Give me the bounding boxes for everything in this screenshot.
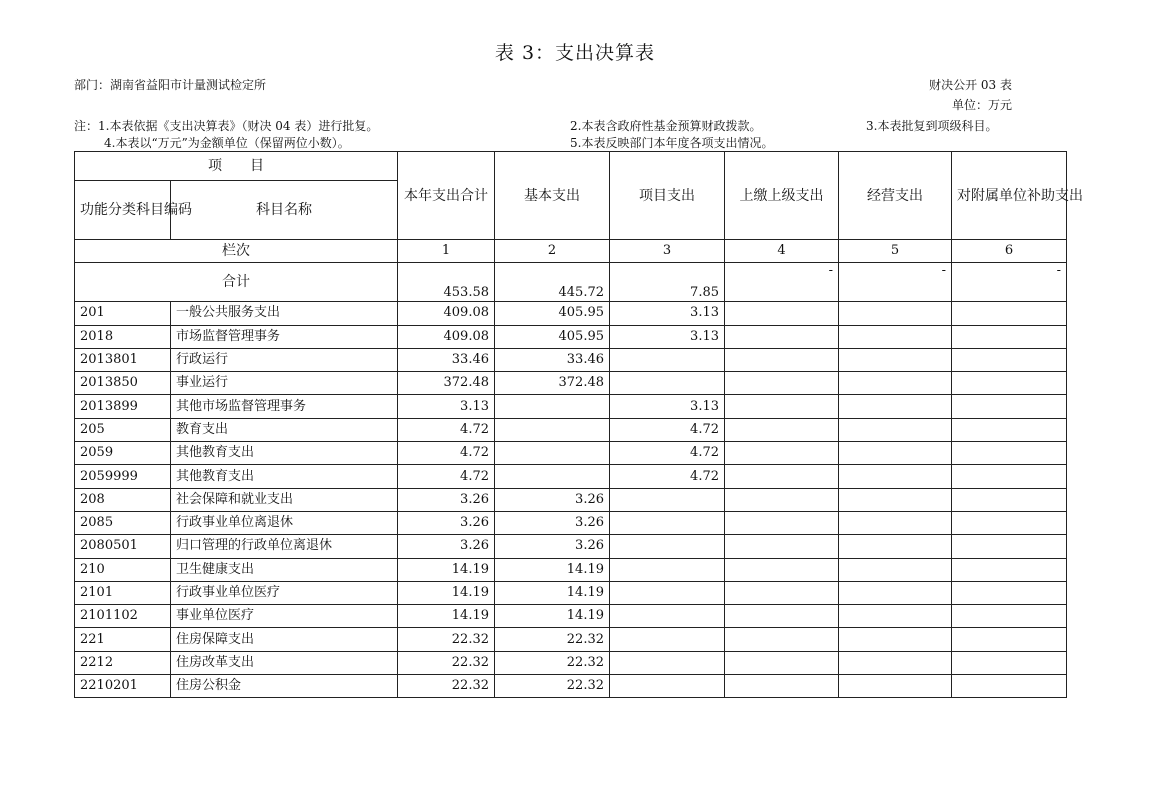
name-cell: 住房公积金 [171, 675, 398, 698]
table-row [75, 442, 1067, 465]
upper-cell [725, 395, 839, 418]
name-cell: 卫生健康支出 [171, 558, 398, 581]
basic-cell: 22.32 [495, 675, 610, 698]
total-label: 合计 [75, 263, 398, 302]
total-cell: 372.48 [398, 372, 495, 395]
total-cell: 3.26 [398, 535, 495, 558]
project-cell [610, 488, 725, 511]
table-row [75, 465, 1067, 488]
table-row [75, 628, 1067, 651]
project-cell: 4.72 [610, 465, 725, 488]
project-cell [610, 535, 725, 558]
page-title: 表 3：支出决算表 [494, 42, 656, 64]
table-row [75, 581, 1067, 604]
note-1: 注：1.本表依据《支出决算表》（财决 04 表）进行批复。 [74, 119, 379, 133]
project-header: 项目支出 [610, 152, 725, 240]
expenditure-table [74, 151, 1083, 698]
table-row [75, 348, 1067, 371]
code-cell: 2013850 [75, 372, 171, 395]
upper-cell [725, 488, 839, 511]
upper-cell [725, 442, 839, 465]
subsidy-cell [952, 675, 1067, 698]
code-cell: 201 [75, 302, 171, 325]
subsidy-cell [952, 605, 1067, 628]
basic-cell [495, 442, 610, 465]
basic-cell: 372.48 [495, 372, 610, 395]
project-cell [610, 581, 725, 604]
basic-cell [495, 418, 610, 441]
name-cell: 住房保障支出 [171, 628, 398, 651]
basic-cell: 14.19 [495, 605, 610, 628]
business-cell [839, 558, 952, 581]
project-cell [610, 511, 725, 534]
total-row [75, 263, 1067, 302]
project-cell: 4.72 [610, 418, 725, 441]
business-cell [839, 605, 952, 628]
table-row [75, 535, 1067, 558]
name-cell: 社会保障和就业支出 [171, 488, 398, 511]
subsidy-cell [952, 348, 1067, 371]
note-5: 5.本表反映部门本年度各项支出情况。 [570, 136, 774, 150]
basic-cell: 14.19 [495, 558, 610, 581]
code-cell: 208 [75, 488, 171, 511]
basic-cell: 405.95 [495, 325, 610, 348]
code-cell: 2059 [75, 442, 171, 465]
name-cell: 市场监督管理事务 [171, 325, 398, 348]
subsidy-cell [952, 511, 1067, 534]
code-cell: 2013899 [75, 395, 171, 418]
business-cell [839, 372, 952, 395]
name-cell: 其他教育支出 [171, 442, 398, 465]
code-cell: 2059999 [75, 465, 171, 488]
business-cell [839, 628, 952, 651]
total-cell: 14.19 [398, 558, 495, 581]
note-4: 4.本表以“万元”为金额单位（保留两位小数）。 [104, 136, 350, 150]
unit-label: 单位：万元 [951, 98, 1012, 112]
name-cell: 事业单位医疗 [171, 605, 398, 628]
project-cell [610, 348, 725, 371]
business-header: 经营支出 [839, 152, 952, 240]
column-index: 2 [495, 240, 610, 263]
subsidy-cell [952, 558, 1067, 581]
subsidy-cell [952, 488, 1067, 511]
table-row [75, 395, 1067, 418]
code-cell: 2018 [75, 325, 171, 348]
project-cell [610, 605, 725, 628]
total-business: - [839, 263, 952, 302]
table-row [75, 418, 1067, 441]
subsidy-cell [952, 442, 1067, 465]
project-cell: 3.13 [610, 325, 725, 348]
project-cell [610, 628, 725, 651]
name-cell: 行政事业单位医疗 [171, 581, 398, 604]
total-cell: 4.72 [398, 442, 495, 465]
code-header: 功能分类科目编码 [75, 181, 171, 240]
business-cell [839, 581, 952, 604]
basic-cell: 405.95 [495, 302, 610, 325]
basic-cell [495, 395, 610, 418]
upper-cell [725, 325, 839, 348]
total-project: 7.85 [610, 263, 725, 302]
total-cell: 4.72 [398, 465, 495, 488]
subsidy-cell [952, 325, 1067, 348]
subsidy-header: 对附属单位补助支出 [952, 152, 1067, 240]
name-cell: 事业运行 [171, 372, 398, 395]
total-cell: 3.13 [398, 395, 495, 418]
upper-cell [725, 302, 839, 325]
project-cell [610, 372, 725, 395]
business-cell [839, 348, 952, 371]
table-row [75, 675, 1067, 698]
table-row [75, 558, 1067, 581]
total-basic: 445.72 [495, 263, 610, 302]
table-row [75, 651, 1067, 674]
code-cell: 2085 [75, 511, 171, 534]
subsidy-cell [952, 372, 1067, 395]
total-cell: 22.32 [398, 651, 495, 674]
name-cell: 行政事业单位离退休 [171, 511, 398, 534]
column-index: 5 [839, 240, 952, 263]
total-cell: 4.72 [398, 418, 495, 441]
basic-header: 基本支出 [495, 152, 610, 240]
upper-cell [725, 465, 839, 488]
upper-cell [725, 372, 839, 395]
basic-cell: 22.32 [495, 651, 610, 674]
note-3: 3.本表批复到项级科目。 [866, 119, 998, 133]
item-header: 项 目 [75, 152, 398, 181]
total-total: 453.58 [398, 263, 495, 302]
business-cell [839, 418, 952, 441]
code-cell: 2080501 [75, 535, 171, 558]
code-cell: 2101 [75, 581, 171, 604]
total-cell: 14.19 [398, 605, 495, 628]
upper-cell [725, 418, 839, 441]
code-cell: 210 [75, 558, 171, 581]
code-cell: 221 [75, 628, 171, 651]
total-cell: 22.32 [398, 675, 495, 698]
subsidy-cell [952, 651, 1067, 674]
project-cell: 3.13 [610, 302, 725, 325]
code-cell: 2212 [75, 651, 171, 674]
column-index: 1 [398, 240, 495, 263]
upper-cell [725, 651, 839, 674]
total-subsidy: - [952, 263, 1067, 302]
basic-cell: 3.26 [495, 511, 610, 534]
header-row-1 [75, 152, 1067, 181]
code-cell: 2210201 [75, 675, 171, 698]
project-cell [610, 651, 725, 674]
business-cell [839, 302, 952, 325]
upper-cell [725, 348, 839, 371]
table-row [75, 511, 1067, 534]
business-cell [839, 651, 952, 674]
business-cell [839, 465, 952, 488]
subsidy-cell [952, 581, 1067, 604]
basic-cell: 3.26 [495, 488, 610, 511]
column-index: 4 [725, 240, 839, 263]
total-cell: 33.46 [398, 348, 495, 371]
subsidy-cell [952, 535, 1067, 558]
subsidy-cell [952, 395, 1067, 418]
project-cell: 4.72 [610, 442, 725, 465]
total-cell: 3.26 [398, 488, 495, 511]
upper-cell [725, 558, 839, 581]
basic-cell: 22.32 [495, 628, 610, 651]
total-header: 本年支出合计 [398, 152, 495, 240]
project-cell [610, 675, 725, 698]
upper-cell [725, 605, 839, 628]
name-cell: 行政运行 [171, 348, 398, 371]
subsidy-cell [952, 628, 1067, 651]
upper-cell [725, 535, 839, 558]
name-cell: 归口管理的行政单位离退休 [171, 535, 398, 558]
name-cell: 其他教育支出 [171, 465, 398, 488]
basic-cell: 33.46 [495, 348, 610, 371]
form-number: 财决公开 03 表 [929, 78, 1012, 92]
basic-cell: 3.26 [495, 535, 610, 558]
upper-cell [725, 628, 839, 651]
column-index: 3 [610, 240, 725, 263]
department-label: 部门：湖南省益阳市计量测试检定所 [74, 78, 267, 92]
column-index: 6 [952, 240, 1067, 263]
name-cell: 住房改革支出 [171, 651, 398, 674]
total-cell: 22.32 [398, 628, 495, 651]
total-upper: - [725, 263, 839, 302]
upper-cell [725, 581, 839, 604]
code-cell: 205 [75, 418, 171, 441]
name-cell: 其他市场监督管理事务 [171, 395, 398, 418]
project-cell: 3.13 [610, 395, 725, 418]
business-cell [839, 511, 952, 534]
total-cell: 409.08 [398, 302, 495, 325]
subsidy-cell [952, 302, 1067, 325]
total-cell: 409.08 [398, 325, 495, 348]
table-row [75, 605, 1067, 628]
column-index-row [75, 240, 1067, 263]
project-cell [610, 558, 725, 581]
upper-cell [725, 511, 839, 534]
basic-cell [495, 465, 610, 488]
table-row [75, 302, 1067, 325]
business-cell [839, 535, 952, 558]
subsidy-cell [952, 418, 1067, 441]
code-cell: 2013801 [75, 348, 171, 371]
name-header: 科目名称 [171, 181, 398, 240]
business-cell [839, 675, 952, 698]
business-cell [839, 325, 952, 348]
business-cell [839, 488, 952, 511]
upper-cell [725, 675, 839, 698]
name-cell: 教育支出 [171, 418, 398, 441]
name-cell: 一般公共服务支出 [171, 302, 398, 325]
code-cell: 2101102 [75, 605, 171, 628]
upper-header: 上缴上级支出 [725, 152, 839, 240]
table-row [75, 372, 1067, 395]
total-cell: 14.19 [398, 581, 495, 604]
subsidy-cell [952, 465, 1067, 488]
basic-cell: 14.19 [495, 581, 610, 604]
business-cell [839, 395, 952, 418]
note-2: 2.本表含政府性基金预算财政拨款。 [570, 119, 762, 133]
lanci-label: 栏次 [75, 240, 398, 263]
total-cell: 3.26 [398, 511, 495, 534]
table-row [75, 325, 1067, 348]
table-row [75, 488, 1067, 511]
business-cell [839, 442, 952, 465]
